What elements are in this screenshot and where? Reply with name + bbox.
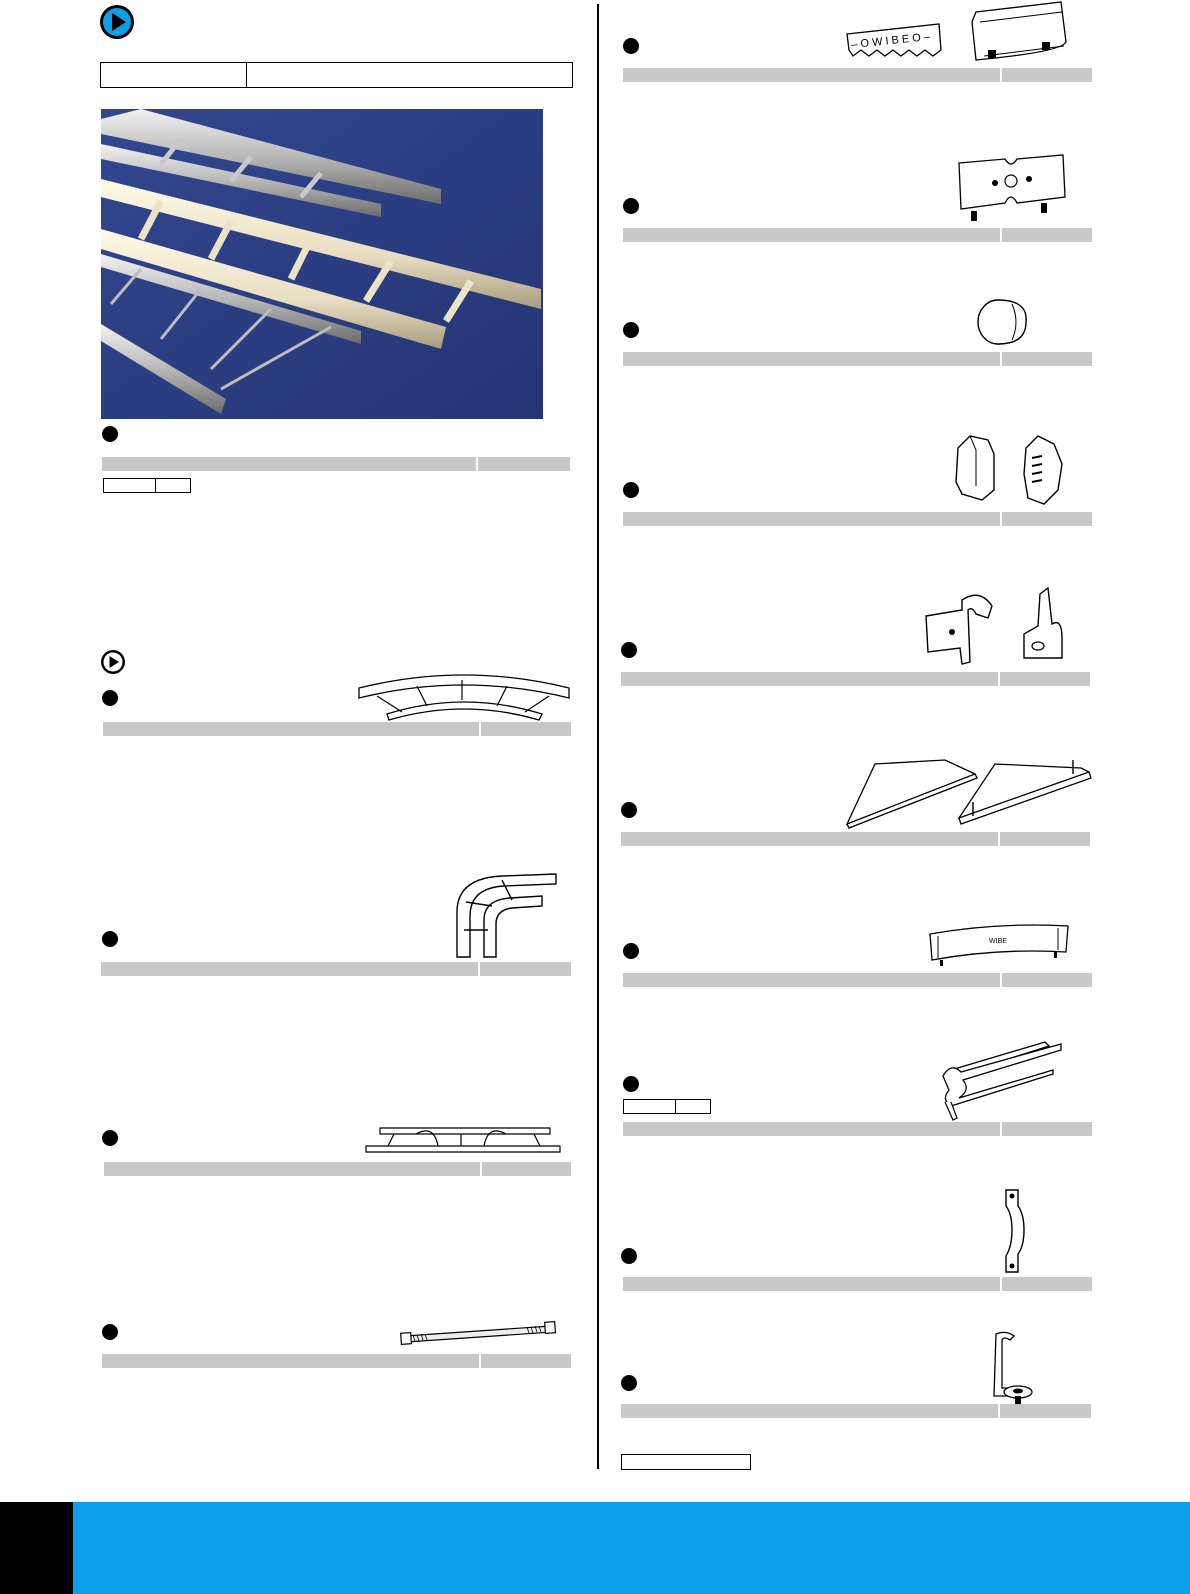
hook-bracket-illustration <box>922 588 1074 668</box>
wibe-coupler-illustration <box>966 2 1074 64</box>
item-marker-icon <box>102 426 118 442</box>
footer-note-box <box>621 1454 751 1470</box>
section-play-icon <box>100 649 126 675</box>
section-play-icon-top <box>100 5 134 39</box>
item-row-bar <box>623 1277 1092 1291</box>
item-marker-icon <box>102 931 118 947</box>
item-marker-icon <box>623 322 639 338</box>
wibe-splice-illustration <box>928 922 1070 968</box>
item-marker-icon <box>102 1324 118 1340</box>
profile-rail-illustration <box>941 1040 1065 1122</box>
footer-brand-bar <box>0 1502 1190 1594</box>
ladder-connector-illustration <box>366 1118 562 1154</box>
item-row-bar <box>621 1404 1091 1418</box>
ladder-photo <box>101 109 543 419</box>
item-row-bar <box>104 1162 571 1176</box>
item-row-bar <box>102 1354 571 1368</box>
end-cap-hex-illustration <box>954 434 1070 506</box>
column-divider <box>597 4 599 1469</box>
item-marker-icon <box>623 482 639 498</box>
item-marker-icon <box>102 690 118 706</box>
end-cap-round-illustration <box>976 296 1030 346</box>
item-row-bar <box>101 962 571 976</box>
footer-black-block <box>0 1502 73 1594</box>
item-marker-icon <box>623 198 639 214</box>
svg-text:WIBE: WIBE <box>989 938 1007 945</box>
svg-text:– O W I B E O –: – O W I B E O – <box>850 30 931 52</box>
item-row-bar <box>623 973 1092 987</box>
hanger-clip-illustration <box>988 1332 1042 1410</box>
header-table <box>100 62 573 88</box>
item-marker-icon <box>623 943 639 959</box>
item-row-bar <box>103 722 571 736</box>
item-marker-icon <box>621 642 637 658</box>
item-marker-icon <box>621 1248 637 1264</box>
item-row-bar <box>102 457 570 471</box>
item-row-bar <box>623 68 1092 82</box>
item-row-bar <box>623 512 1092 526</box>
item-marker-icon <box>623 1076 639 1092</box>
joint-connector-illustration <box>955 155 1067 227</box>
item-marker-icon <box>102 1130 118 1146</box>
wibe-plate-illustration <box>843 22 943 66</box>
item-row-bar <box>621 832 1090 846</box>
item-row-bar <box>623 352 1092 366</box>
pipe-clip-illustration <box>1000 1188 1028 1274</box>
curved-bend-ladder-illustration <box>357 670 572 722</box>
item-row-bar <box>623 1122 1092 1136</box>
threaded-rod-illustration <box>401 1318 559 1344</box>
item-row-bar <box>621 672 1090 686</box>
corner-plate-illustration <box>845 758 1093 828</box>
small-spec-box <box>623 1099 711 1114</box>
item-marker-icon <box>621 1375 637 1391</box>
item-marker-icon <box>621 802 637 818</box>
item-marker-icon <box>623 38 639 54</box>
small-spec-box <box>103 478 191 493</box>
vertical-bend-ladder-illustration <box>452 872 560 958</box>
item-row-bar <box>623 228 1092 242</box>
